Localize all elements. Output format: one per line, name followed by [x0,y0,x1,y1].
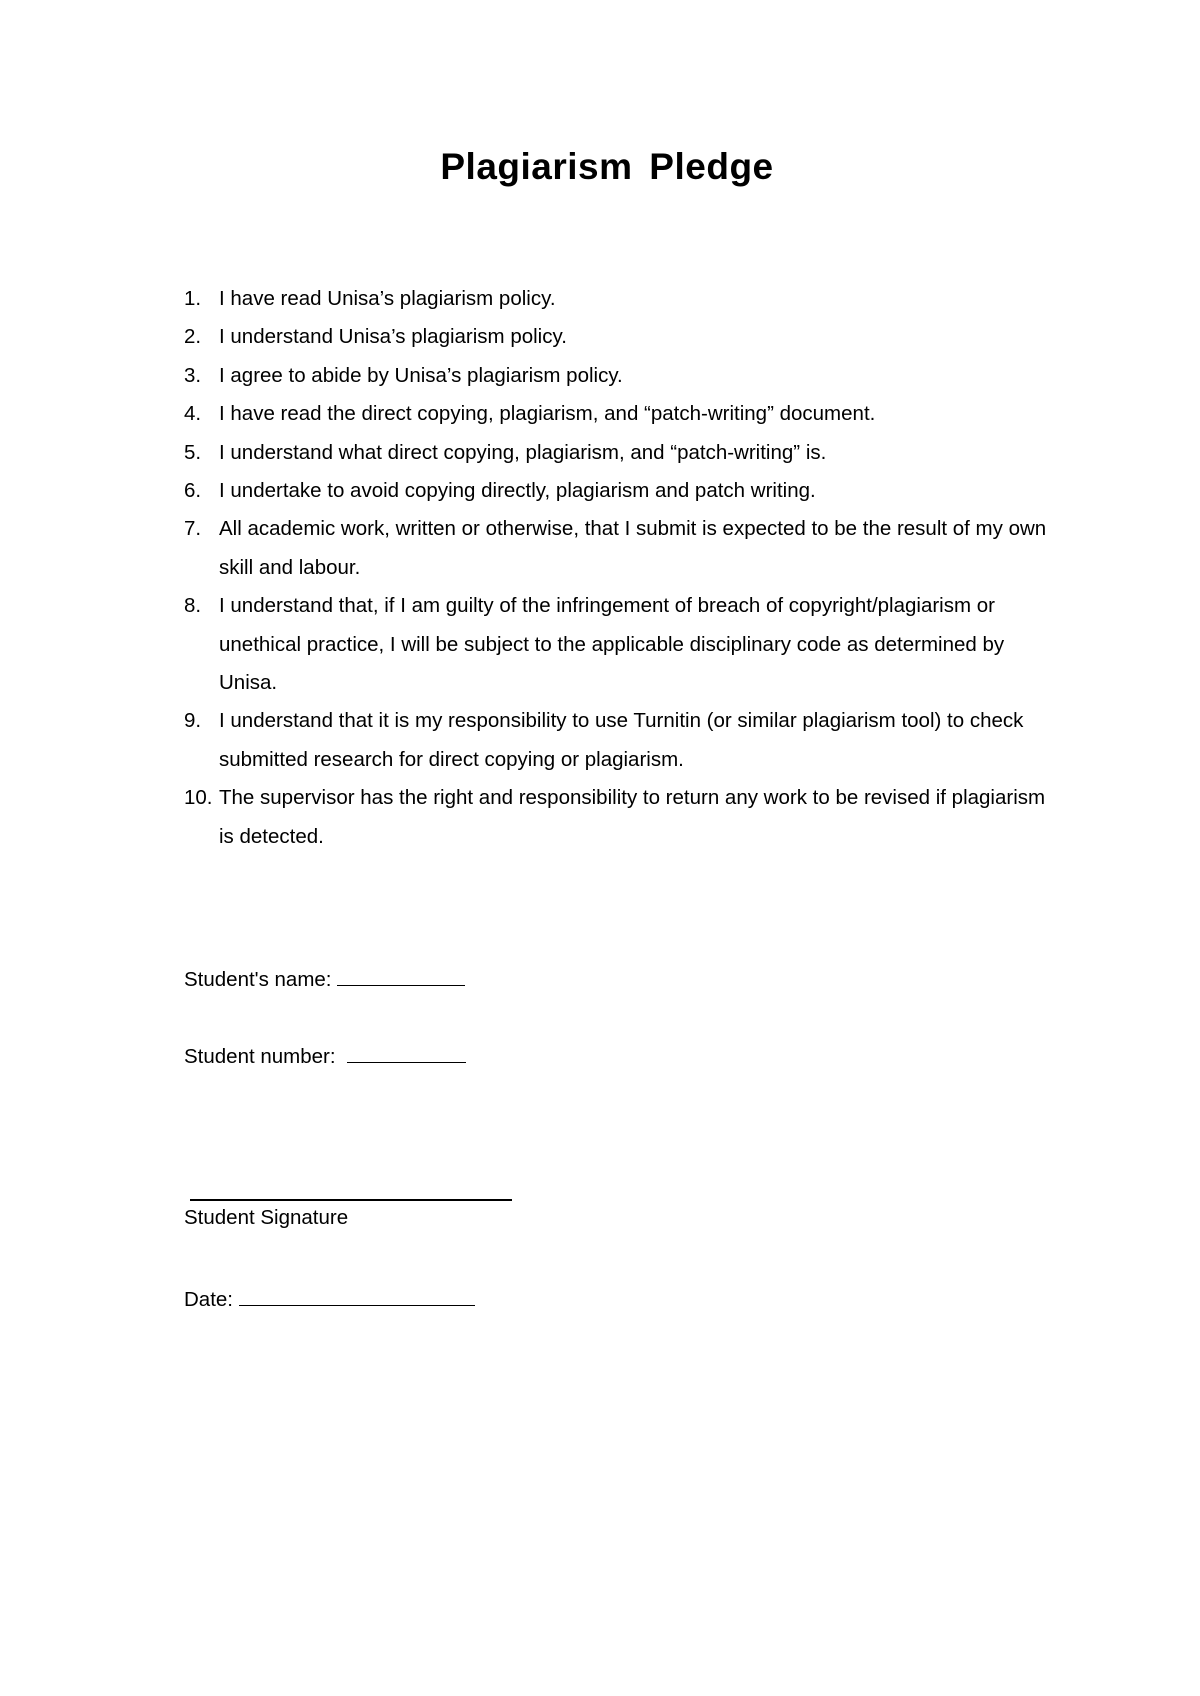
list-item [184,395,1084,433]
item-number: 6. [184,479,202,503]
date-blank[interactable] [239,1289,475,1306]
item-number: 9. [184,709,202,733]
student-number-blank[interactable] [347,1046,466,1063]
student-name-blank[interactable] [337,969,465,986]
list-item [184,472,1084,510]
signature-line[interactable] [190,1199,512,1201]
item-number: 10. [184,786,213,810]
list-item [184,510,1084,587]
item-number: 1. [184,287,202,310]
item-text: I have read Unisa’s plagiarism policy. [219,287,556,310]
item-text: I understand that it is my responsibility to use Turnitin (or similar plagiarism tool) to check submitted research for direct copying or plagiarism. [219,709,1024,771]
student-name-field [184,967,465,993]
list-item [184,434,1084,472]
list-item [184,587,1084,702]
item-text: I undertake to avoid copying directly, plagiarism and patch writing. [219,479,816,503]
item-text: I agree to abide by Unisa’s plagiarism policy. [219,363,623,387]
item-text: All academic work, written or otherwise, that I submit is expected to be the result of my own skill and labour. [219,517,1047,579]
list-item [184,280,1084,318]
list-item [184,702,1084,779]
item-number: 5. [184,440,202,464]
item-text: I understand Unisa’s plagiarism policy. [219,325,567,349]
item-text: I have read the direct copying, plagiarism, and “patch-writing” document. [219,402,876,426]
list-item [184,357,1084,395]
item-number: 2. [184,325,202,349]
page-title: Plagiarism Pledge [440,146,774,187]
student-number-field [184,1044,466,1070]
list-item [184,318,1084,356]
item-text: The supervisor has the right and responsibility to return any work to be revised if plagiarism is detected. [219,786,1046,848]
student-number-label: Student number: [184,1045,336,1068]
list-item [184,779,1084,856]
item-number: 8. [184,594,202,618]
signature-label: Student Signature [184,1206,349,1229]
student-name-label: Student's name: [184,968,332,991]
item-number: 4. [184,402,202,426]
item-number: 3. [184,363,202,387]
pledge-list [184,280,1084,856]
item-number: 7. [184,517,202,541]
date-field [184,1287,475,1313]
date-label: Date: [184,1288,233,1311]
item-text: I understand what direct copying, plagiarism, and “patch-writing” is. [219,440,827,464]
item-text: I understand that, if I am guilty of the infringement of breach of copyright/plagiarism or unethical practice, I will be subject to the applicable disciplinary code as determined by Unisa. [219,594,1005,695]
